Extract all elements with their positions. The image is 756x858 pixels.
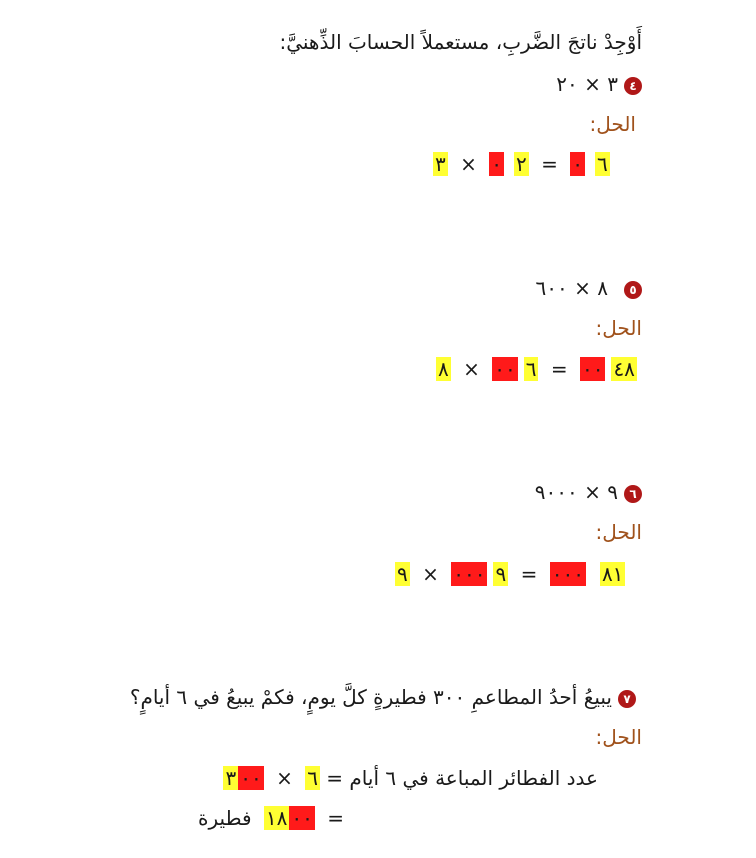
result-digits: ٦: [596, 152, 608, 176]
problem-number-badge: ٤: [624, 77, 642, 95]
factor-zeros: ٠٠: [494, 357, 516, 381]
answer-unit: فطيرة: [198, 806, 252, 830]
solution-label: الحل:: [595, 316, 642, 340]
result-zeros: ٠: [572, 152, 583, 176]
factor-digits: ٩: [495, 562, 507, 586]
result-digits: ٨١: [601, 562, 624, 586]
days-factor: ٦: [307, 766, 318, 790]
multiplier: ٨: [438, 357, 449, 381]
problem-number-badge: ٦: [624, 485, 642, 503]
problem-expression: ٩ × ٩٠٠٠: [534, 480, 618, 504]
times-sign: ×: [460, 152, 477, 176]
factor-digits: ٦: [525, 357, 537, 381]
solution-label: الحل:: [589, 112, 636, 136]
factor-zeros: ٠: [491, 152, 502, 176]
times-sign: ×: [422, 562, 439, 586]
word-solution-line-2: [198, 804, 344, 832]
problem-5: [536, 274, 642, 302]
pies-zeros: ٠٠: [240, 766, 262, 790]
exercise-title: أَوْجِدْ ناتجَ الضَّربِ، مستعملاً الحسابَ الذِّهنيَّ:: [279, 30, 642, 54]
factor-digits: ٢: [515, 152, 527, 176]
solution-equation-4: [433, 150, 610, 178]
result-zeros: ٠٠: [581, 357, 604, 381]
solution-label: الحل:: [595, 725, 642, 749]
times-sign: ×: [276, 766, 293, 790]
word-solution-prefix: عدد الفطائر المباعة في ٦ أيام =: [326, 766, 598, 790]
word-solution-line-1: [223, 764, 598, 792]
answer-digits: ١٨: [265, 806, 288, 830]
problem-expression: ٨ × ٦٠٠: [535, 276, 608, 300]
factor-zeros: ٠٠٠: [453, 562, 486, 586]
multiplier: ٣: [435, 152, 446, 176]
solution-equation-6: [395, 560, 625, 588]
answer-zeros: ٠٠: [291, 806, 313, 830]
problem-number-badge: ٧: [618, 690, 636, 708]
problem-expression: ٣ × ٢٠: [556, 72, 618, 96]
problem-6: [535, 478, 642, 506]
pies-digits: ٣: [225, 766, 237, 790]
word-problem-text: يبيعُ أحدُ المطاعمِ ٣٠٠ فطيرةٍ كلَّ يومٍ، فكمْ يبيعُ في ٦ أيامٍ؟: [129, 685, 612, 709]
times-sign: ×: [463, 357, 480, 381]
result-digits: ٤٨: [613, 357, 635, 381]
word-problem-7: [130, 683, 636, 711]
equals-sign: =: [327, 806, 344, 830]
problem-4: [556, 70, 642, 98]
equals-sign: =: [520, 562, 538, 586]
solution-label: الحل:: [595, 520, 642, 544]
result-zeros: ٠٠٠: [551, 562, 584, 586]
multiplier: ٩: [397, 562, 408, 586]
equals-sign: =: [541, 152, 558, 176]
equals-sign: =: [550, 357, 568, 381]
problem-number-badge: ٥: [624, 281, 642, 299]
solution-equation-5: [436, 355, 637, 383]
